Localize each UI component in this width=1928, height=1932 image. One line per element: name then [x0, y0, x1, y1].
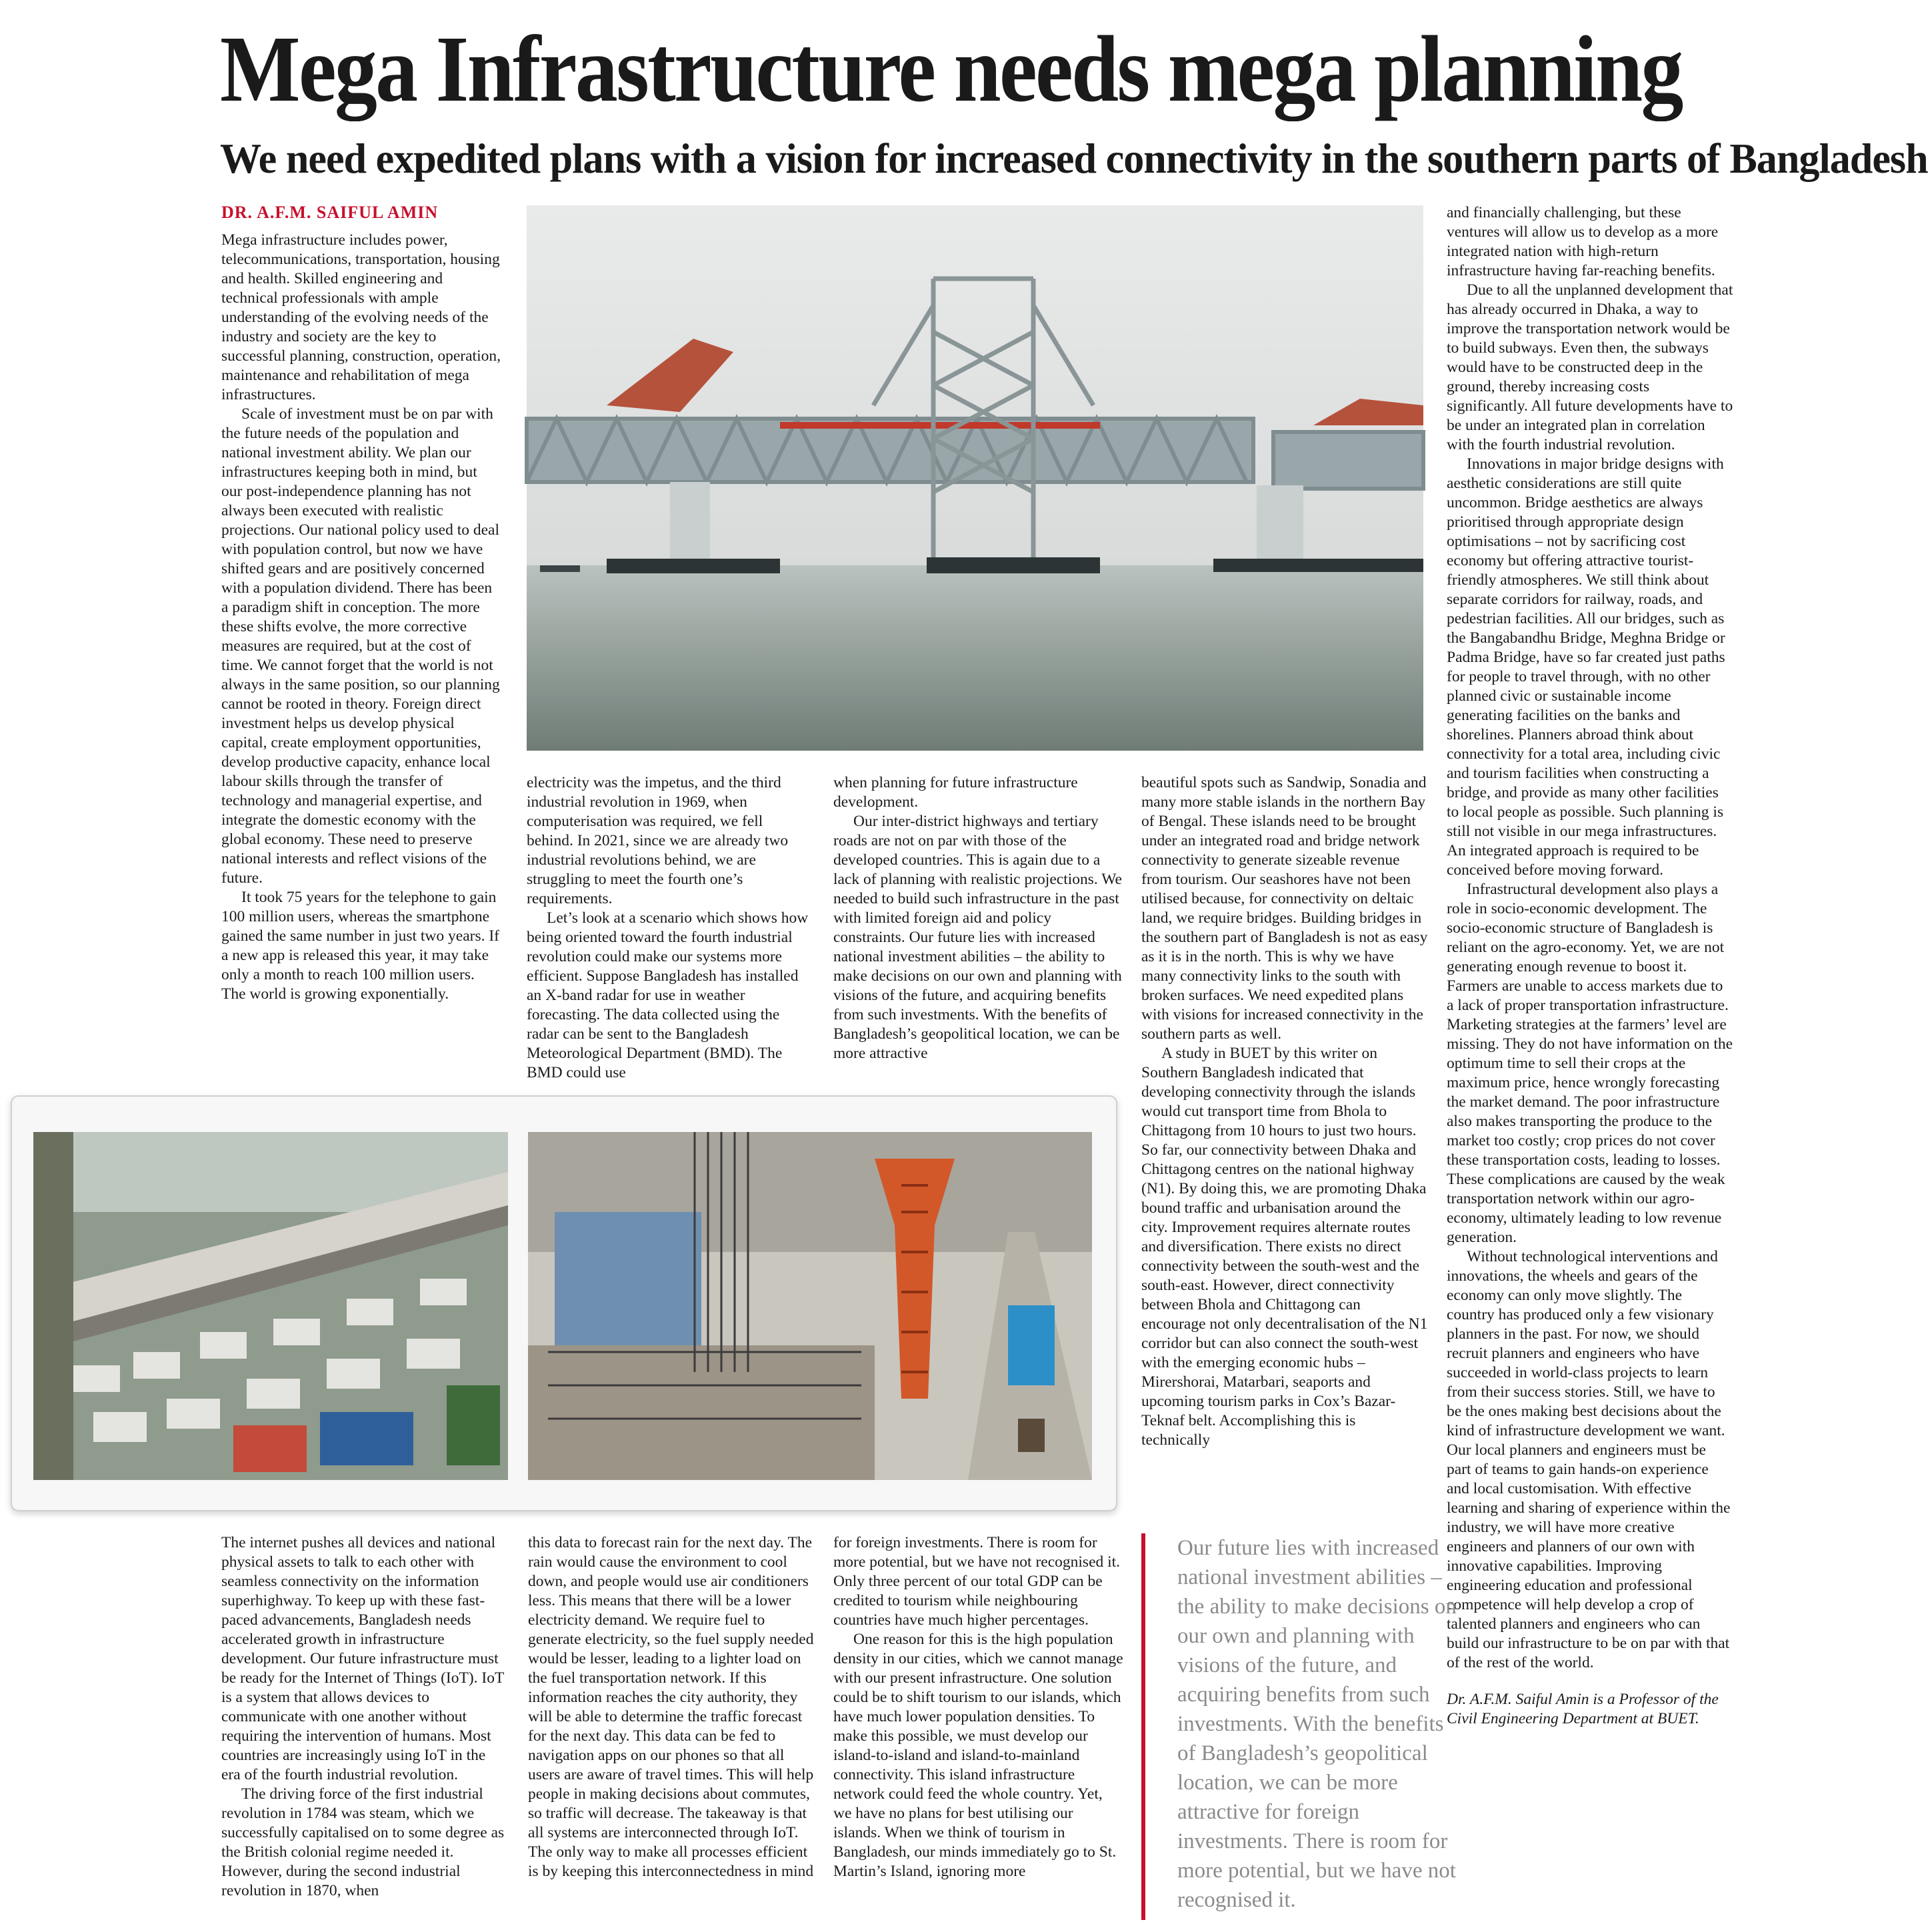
paragraph: The driving force of the first industrial revolution in 1784 was steam, which we successfully capitalised on to some degree as the British colonial regime needed it. However, during the second industrial revolution in 1870, when	[221, 1785, 505, 1899]
paragraph: It took 75 years for the telephone to gain 100 million users, whereas the smartphone gained the same number in just two years. If a new app is released this year, it may take only a month to reach 100 million users. The world is growing exponentially.	[221, 889, 500, 1003]
subheadline: We need expedited plans with a vision for increased connectivity in the southern parts of Bangladesh	[220, 135, 1928, 182]
headline: Mega Infrastructure needs mega planning	[220, 16, 1682, 121]
column-1-top	[221, 231, 501, 1091]
construction-photo	[528, 1132, 1092, 1480]
paragraph: The internet pushes all devices and national physical assets to talk to each other with seamless connectivity on the information superhighway. To keep up with these fast-paced advancements, Bangladesh needs accelerated growth in infrastructure development. Our future infrastructure must be ready for the Internet of Things (IoT). IoT is a system that allows devices to communicate with one another without requiring the intervention of humans. Most countries are increasingly using IoT in the era of the fourth industrial revolution.	[221, 1534, 504, 1783]
column-1-bottom	[221, 1533, 508, 1927]
column-4	[1141, 773, 1428, 1520]
bridge-photo	[527, 205, 1423, 751]
paragraph: for foreign investments. There is room for more potential, but we have not recognised it. Only three percent of our total GDP can be credited to tourism while neighbouring countries have much higher percentages.	[833, 1534, 1121, 1629]
byline: DR. A.F.M. SAIFUL AMIN	[221, 203, 439, 222]
paragraph: Let’s look at a scenario which shows how being oriented toward the fourth industrial revolution could make our systems more efficient. Suppose Bangladesh has installed an X-band radar for use in weather forecasting. The data collected using the radar can be sent to the Bangladesh Meteorological Department (BMD). The BMD could use	[527, 909, 809, 1081]
paragraph: Scale of investment must be on par with the future needs of the population and national investment ability. We plan our infrastructures keeping both in mind, but our post-independence planning has not always been executed with realistic projections. Our national policy used to deal with population control, but now we have shifted gears and are positively concerned with a population dividend. There has been a paradigm shift in conception. The more these shifts evolve, the more corrective measures are required, but at the cost of time. We cannot forget that the world is not always in the same position, so our planning cannot be rooted in theory. Foreign direct investment helps us develop physical capital, create employment opportunities, develop productive capacity, enhance local labour skills through the transfer of technology and managerial expertise, and integrate the domestic economy with the global economy. These need to preserve national interests and reflect visions of the future.	[221, 405, 500, 887]
paragraph: Mega infrastructure includes power, telecommunications, transportation, housing and health. Skilled engineering and technical professionals with ample understanding of the evolving needs of the industry and society are the key to successful planning, construction, operation, maintenance and rehabilitation of mega infrastructures.	[221, 231, 501, 403]
column-3-middle	[833, 773, 1123, 1087]
paragraph: Our inter-district highways and tertiary roads are not on par with those of the developed countries. This is again due to a lack of planning with realistic projections. We needed to build such infrastructure in the past with limited foreign aid and policy constraints. Our future lies with increased national investment abilities – the ability to make decisions on our own and planning with visions of the future, and acquiring benefits from such investments. With the benefits of Bangladesh’s geopolitical location, we can be more attractive	[833, 813, 1122, 1062]
author-note: Dr. A.F.M. Saiful Amin is a Professor of the Civil Engineering Department at BUET.	[1447, 1691, 1719, 1727]
paragraph: this data to forecast rain for the next day. The rain would cause the environment to cool down, and people would use air conditioners less. This means that there will be a lower electricity demand. We require fuel to generate electricity, so the fuel supply needed would be lesser, leading to a lighter load on the fuel transportation network. If this information reaches the city authority, they will be able to determine the traffic forecast for the next day. This data can be fed to navigation apps on our phones so that all users are aware of travel times. This will help people in making decisions about commutes, so traffic will decrease. The takeaway is that all systems are interconnected through IoT. The only way to make all processes efficient is by keeping this interconnectedness in mind	[528, 1534, 814, 1880]
column-2-middle	[527, 773, 813, 1087]
paragraph: Without technological interventions and innovations, the wheels and gears of the economy can only move slightly. The country has produced only a few visionary planners in the past. For now, we should recruit planners and engineers who have succeeded in world-class projects to learn from their success stories. Still, we have to be the ones making best decisions about the kind of infrastructure development we want. Our local planners and engineers must be part of teams to gain hands-on experience and local customisation. With effective learning and sharing of experience within the industry, we will have more creative engineers and planners of our own with innovative capabilities. Improving engineering education and professional competence will help develop a crop of talented planners and engineers who can build our infrastructure to be on par with that of the rest of the world.	[1447, 1248, 1731, 1671]
pull-quote: Our future lies with increased national investment abilities – the ability to make decisions on our own and planning with visions of the future, and acquiring benefits from such investments. With the benefits of Bangladesh’s geopolitical location, we can be more attractive for foreign investments. There is room for more potential, but we have not recognised it.	[1141, 1533, 1464, 1920]
paragraph: when planning for future infrastructure development.	[833, 774, 1078, 811]
column-3-bottom	[833, 1533, 1123, 1927]
paragraph: electricity was the impetus, and the third industrial revolution in 1969, when computerisation was required, we fell behind. In 2021, since we are already two industrial revolutions behind, we are struggling to meet the fourth one’s requirements.	[527, 774, 789, 907]
column-5	[1447, 203, 1733, 1927]
paragraph: Infrastructural development also plays a role in socio-economic development. The socio-economic structure of Bangladesh is reliant on the agro-economy. Yet, we are not generating enough revenue to boost it. Farmers are unable to access markets due to a lack of proper transportation infrastructure. Marketing strategies at the farmers’ level are missing. They do not have information on the optimum time to sell their crops at the maximum price, hence wrongly forecasting the market demand. The poor infrastructure also makes transporting the produce to the market too costly; crop prices do not cover these transportation costs, leading to losses. These complications are caused by the weak transportation network within our agro-economy, ultimately leading to low revenue generation.	[1447, 881, 1733, 1246]
traffic-photo	[33, 1132, 508, 1480]
paragraph: A study in BUET by this writer on Southern Bangladesh indicated that developing connectivity through the islands would cut transport time from Bhola to Chittagong from 10 hours to just two hours. So far, our connectivity between Dhaka and Chittagong centres on the national highway (N1). By doing this, we are promoting Dhaka bound traffic and urbanisation around the city. Improvement requires alternate routes and diversification. There exists no direct connectivity between the south-west and the south-east. However, direct connectivity between Bhola and Chittagong can encourage not only decentralisation of the N1 corridor but can also connect the south-west with the emerging economic hubs – Mirershorai, Matarbari, seaports and upcoming tourism parks in Cox’s Bazar-Teknaf belt. Accomplishing this is technically	[1141, 1045, 1428, 1449]
paragraph: One reason for this is the high population density in our cities, which we cannot manage with our present infrastructure. One solution could be to shift tourism to our islands, which have much lower population densities. To make this possible, we must develop our island-to-island and island-to-mainland connectivity. This island infrastructure network could feed the whole country. Yet, we have no plans for best utilising our islands. When we think of tourism in Bangladesh, our minds immediately go to St. Martin’s Island, ignoring more	[833, 1631, 1123, 1880]
paragraph: Innovations in major bridge designs with aesthetic considerations are still quite uncommon. Bridge aesthetics are always prioritised through appropriate design optimisations – not by sacrificing cost economy but offering attractive tourist-friendly atmospheres. We still think about separate corridors for railway, roads, and pedestrian facilities. All our bridges, such as the Bangabandhu Bridge, Meghna Bridge or Padma Bridge, have so far created just paths for people to travel through, with no other planned civic or sustainable income generating facilities on the banks and shorelines. Planners abroad think about connectivity for a total area, including civic and tourism facilities when constructing a bridge, and provide as many other facilities to local people as possible. Such planning is still not visible in our mega infrastructures. An integrated approach is required to be conceived before moving forward.	[1447, 455, 1725, 879]
column-2-bottom	[528, 1533, 815, 1927]
paragraph: Due to all the unplanned development that has already occurred in Dhaka, a way to improve the transportation network would be to build subways. Even then, the subways would have to be constructed deep in the ground, thereby increasing costs significantly. All future developments have to be under an integrated plan in correlation with the fourth industrial revolution.	[1447, 281, 1733, 453]
paragraph: beautiful spots such as Sandwip, Sonadia and many more stable islands in the northern Bay of Bengal. These islands need to be brought under an integrated road and bridge network connectivity to generate sizeable revenue from tourism. Our seashores have not been utilised because, for connectivity on deltaic land, we require bridges. Building bridges in the southern part of Bangladesh is not as easy as it is in the north. This is why we have many connectivity links to the south with broken surfaces. We need expedited plans with visions for increased connectivity in the southern parts as well.	[1141, 774, 1428, 1043]
paragraph: and financially challenging, but these ventures will allow us to develop as a more integrated nation with high-return infrastructure having far-reaching benefits.	[1447, 204, 1719, 279]
